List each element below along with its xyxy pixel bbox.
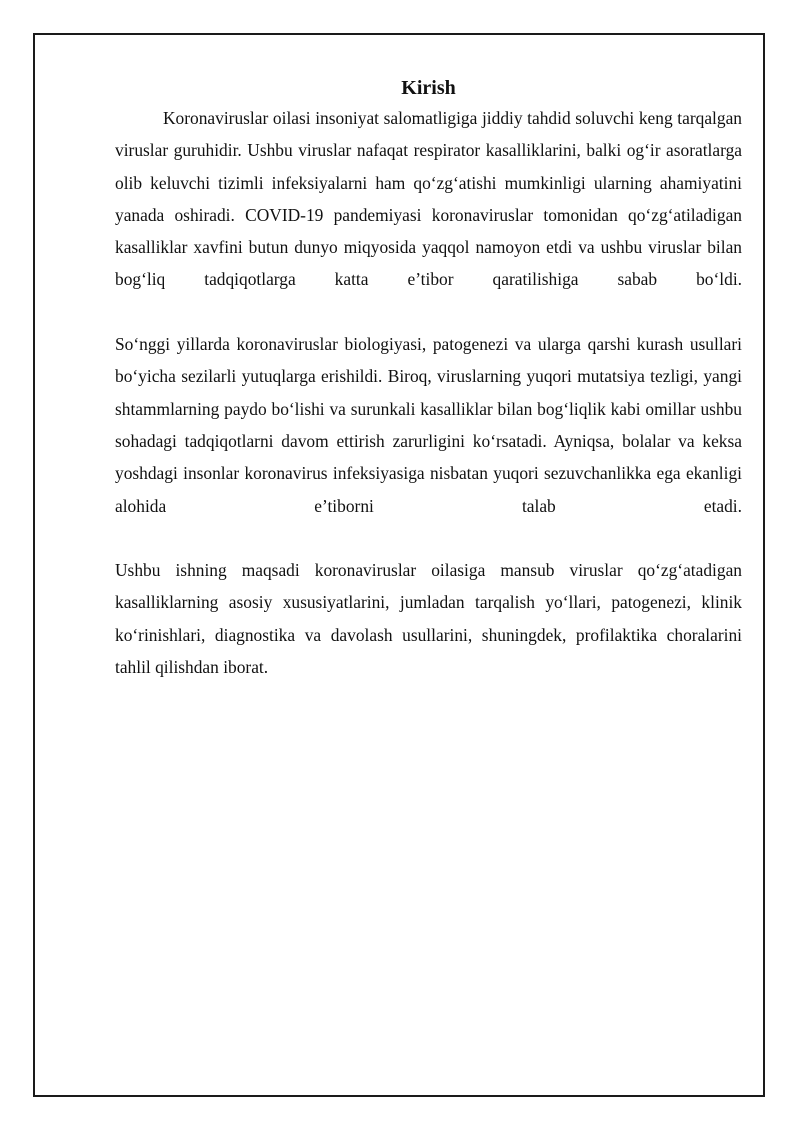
paragraph-intro: Koronaviruslar oilasi insoniyat salomatligiga jiddiy tahdid soluvchi keng tarqalgan viruslar guruhidir. Ushbu viruslar nafaqat respirator kasalliklarini, balki og‘ir asoratlarga olib keluvchi tizimli infeksiyalarni ham qo‘zg‘atishi mumkinligi ularning ahamiyatini yanada oshiradi. COVID-19 pandemiyasi koronaviruslar tomonidan qo‘zg‘atiladigan kasalliklar xavfini butun dunyo miqyosida yaqqol namoyon etdi va ushbu viruslar bilan bog‘liq tadqiqotlarga katta e’tibor qaratilishiga sabab bo‘ldi. — [115, 108, 742, 290]
paragraph-spacer — [115, 296, 742, 328]
document-title: Kirish — [401, 77, 456, 99]
paragraph-spacer — [115, 522, 742, 554]
paragraph-aim: Ushbu ishning maqsadi koronaviruslar oilasiga mansub viruslar qo‘zg‘atadigan kasalliklarning asosiy xususiyatlarini, jumladan tarqalish yo‘llari, patogenezi, klinik ko‘rinishlari, diagnostika va davolash usullarini, shuningdek, profilaktika choralarini tahlil qilishdan iborat. — [115, 560, 742, 678]
paragraph-progress: So‘nggi yillarda koronaviruslar biologiyasi, patogenezi va ularga qarshi kurash usullari bo‘yicha sezilarli yutuqlarga erishildi. Biroq, viruslarning yuqori mutatsiya tezligi, yangi shtammlarning paydo bo‘lishi va surunkali kasalliklar bilan bog‘liqlik kabi omillar ushbu sohadagi tadqiqotlarni davom ettirish zarurligini ko‘rsatadi. Ayniqsa, bolalar va keksa yoshdagi insonlar koronavirus infeksiyasiga nisbatan yuqori sezuvchanlikka ega ekanligi alohida e’tiborni talab etadi. — [115, 334, 742, 516]
document-body — [115, 74, 742, 683]
